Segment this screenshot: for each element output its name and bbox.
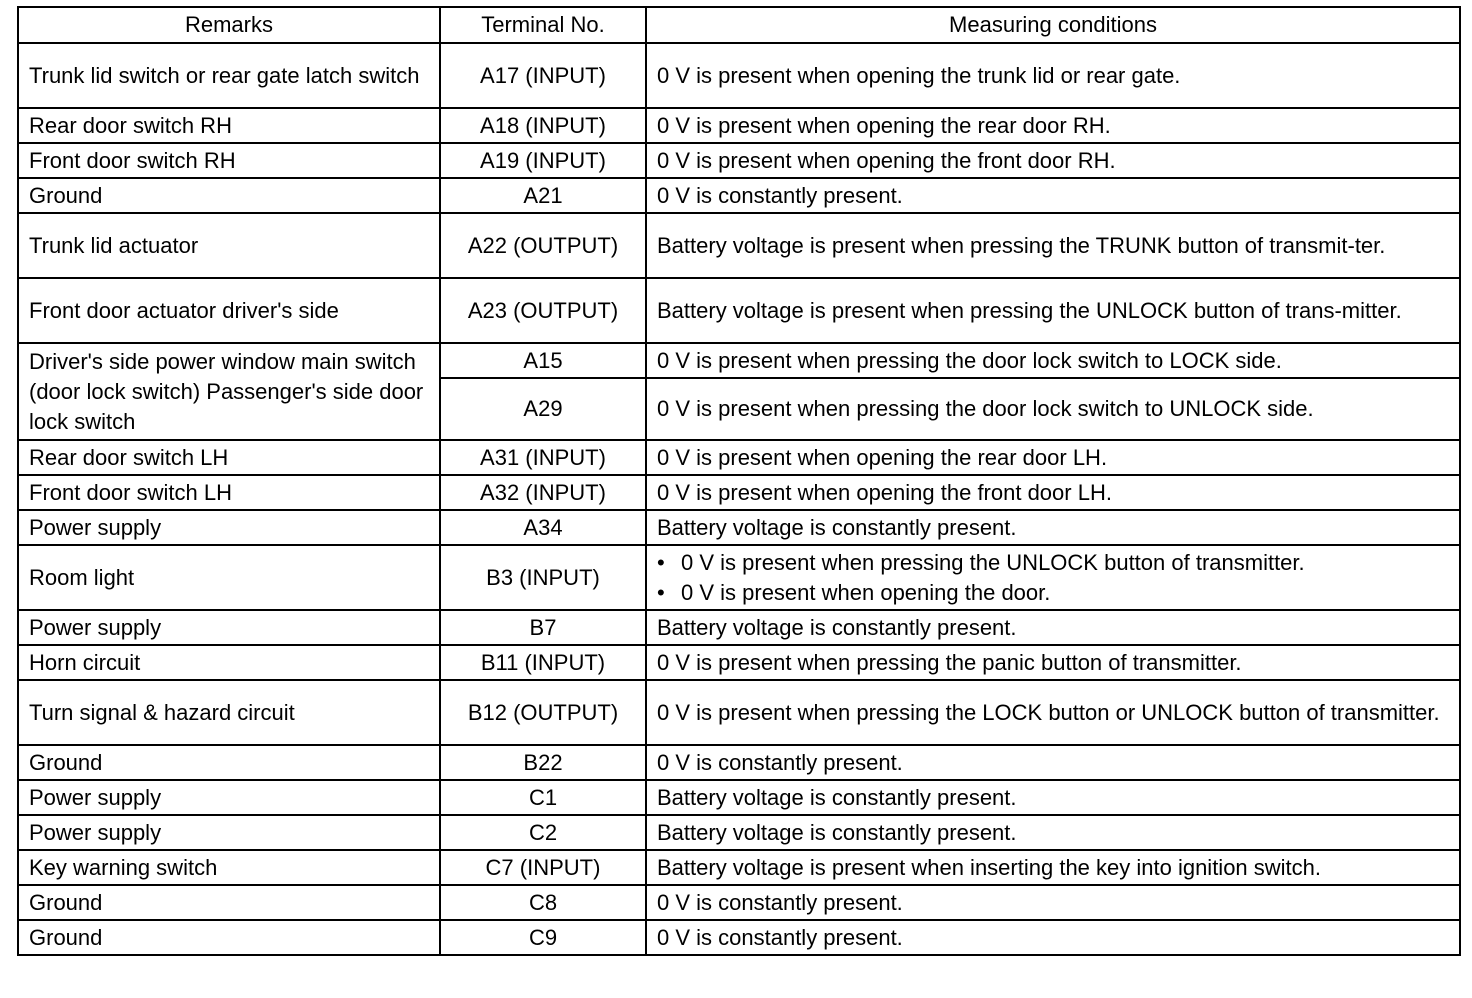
table-row [18, 645, 1460, 680]
condition-cell: Battery voltage is present when pressing the UNLOCK button of trans-mitter. [646, 278, 1460, 343]
terminal-cell: B22 [440, 745, 646, 780]
header-measuring-conditions: Measuring conditions [646, 7, 1460, 43]
condition-cell: 0 V is present when pressing the door lock switch to LOCK side. [646, 343, 1460, 378]
terminal-cell: A29 [440, 378, 646, 440]
terminal-cell: A34 [440, 510, 646, 545]
condition-cell: Battery voltage is present when pressing the TRUNK button of transmit-ter. [646, 213, 1460, 278]
terminal-cell: C2 [440, 815, 646, 850]
condition-cell: 0 V is present when opening the front door RH. [646, 143, 1460, 178]
condition-cell: 0 V is present when opening the rear door RH. [646, 108, 1460, 143]
remarks-cell: Rear door switch RH [18, 108, 440, 143]
table-row [18, 680, 1460, 745]
terminal-cell: B7 [440, 610, 646, 645]
remarks-cell: Horn circuit [18, 645, 440, 680]
terminal-cell: A22 (OUTPUT) [440, 213, 646, 278]
condition-cell: 0 V is present when opening the trunk lid or rear gate. [646, 43, 1460, 108]
remarks-cell: Power supply [18, 610, 440, 645]
remarks-cell: Power supply [18, 780, 440, 815]
remarks-cell: Power supply [18, 815, 440, 850]
terminal-cell: A19 (INPUT) [440, 143, 646, 178]
remarks-cell: Rear door switch LH [18, 440, 440, 475]
remarks-cell: Power supply [18, 510, 440, 545]
header-terminal-no: Terminal No. [440, 7, 646, 43]
terminal-cell: C7 (INPUT) [440, 850, 646, 885]
condition-cell: Battery voltage is constantly present. [646, 610, 1460, 645]
table-row [18, 143, 1460, 178]
table-row [18, 440, 1460, 475]
table-row [18, 780, 1460, 815]
remarks-cell: Front door switch LH [18, 475, 440, 510]
condition-cell: 0 V is present when opening the front door LH. [646, 475, 1460, 510]
table-row [18, 213, 1460, 278]
terminal-cell: A23 (OUTPUT) [440, 278, 646, 343]
remarks-cell: Ground [18, 920, 440, 955]
condition-cell: 0 V is constantly present. [646, 178, 1460, 213]
terminal-cell: B3 (INPUT) [440, 545, 646, 610]
condition-bullet-list [657, 548, 1449, 608]
table-row [18, 610, 1460, 645]
terminal-cell: A31 (INPUT) [440, 440, 646, 475]
table-row [18, 343, 1460, 378]
terminal-cell: C8 [440, 885, 646, 920]
condition-cell: 0 V is present when opening the rear door LH. [646, 440, 1460, 475]
terminal-cell: C9 [440, 920, 646, 955]
condition-cell: 0 V is present when pressing the panic button of transmitter. [646, 645, 1460, 680]
remarks-cell: Front door actuator driver's side [18, 278, 440, 343]
table-row [18, 278, 1460, 343]
terminal-cell: C1 [440, 780, 646, 815]
condition-cell: 0 V is present when pressing the door lock switch to UNLOCK side. [646, 378, 1460, 440]
terminal-spec-table [17, 6, 1461, 956]
remarks-cell: Trunk lid switch or rear gate latch switch [18, 43, 440, 108]
condition-cell: 0 V is constantly present. [646, 885, 1460, 920]
table-row [18, 43, 1460, 108]
condition-cell: Battery voltage is constantly present. [646, 510, 1460, 545]
header-row [18, 7, 1460, 43]
terminal-cell: A17 (INPUT) [440, 43, 646, 108]
remarks-cell: Trunk lid actuator [18, 213, 440, 278]
condition-cell [646, 545, 1460, 610]
table-row [18, 475, 1460, 510]
remarks-cell: Key warning switch [18, 850, 440, 885]
terminal-cell: A21 [440, 178, 646, 213]
condition-bullet: • 0 V is present when opening the door. [657, 578, 1449, 608]
remarks-cell: Driver's side power window main switch (door lock switch) Passenger's side door lock switch [18, 343, 440, 440]
table-row [18, 850, 1460, 885]
table-row [18, 815, 1460, 850]
remarks-cell: Ground [18, 745, 440, 780]
table-row [18, 885, 1460, 920]
condition-cell: Battery voltage is present when inserting the key into ignition switch. [646, 850, 1460, 885]
condition-cell: 0 V is present when pressing the LOCK button or UNLOCK button of transmitter. [646, 680, 1460, 745]
remarks-cell: Ground [18, 885, 440, 920]
table-row [18, 510, 1460, 545]
condition-cell: 0 V is constantly present. [646, 745, 1460, 780]
terminal-cell: B11 (INPUT) [440, 645, 646, 680]
remarks-cell: Turn signal & hazard circuit [18, 680, 440, 745]
terminal-cell: A15 [440, 343, 646, 378]
table-row [18, 920, 1460, 955]
table-row [18, 108, 1460, 143]
terminal-cell: A18 (INPUT) [440, 108, 646, 143]
table-row [18, 745, 1460, 780]
remarks-cell: Front door switch RH [18, 143, 440, 178]
table-row [18, 545, 1460, 610]
remarks-cell: Room light [18, 545, 440, 610]
condition-cell: Battery voltage is constantly present. [646, 780, 1460, 815]
header-remarks: Remarks [18, 7, 440, 43]
condition-bullet: • 0 V is present when pressing the UNLOCK button of transmitter. [657, 548, 1449, 578]
remarks-cell: Ground [18, 178, 440, 213]
terminal-cell: B12 (OUTPUT) [440, 680, 646, 745]
condition-cell: Battery voltage is constantly present. [646, 815, 1460, 850]
terminal-cell: A32 (INPUT) [440, 475, 646, 510]
condition-cell: 0 V is constantly present. [646, 920, 1460, 955]
table-row [18, 178, 1460, 213]
